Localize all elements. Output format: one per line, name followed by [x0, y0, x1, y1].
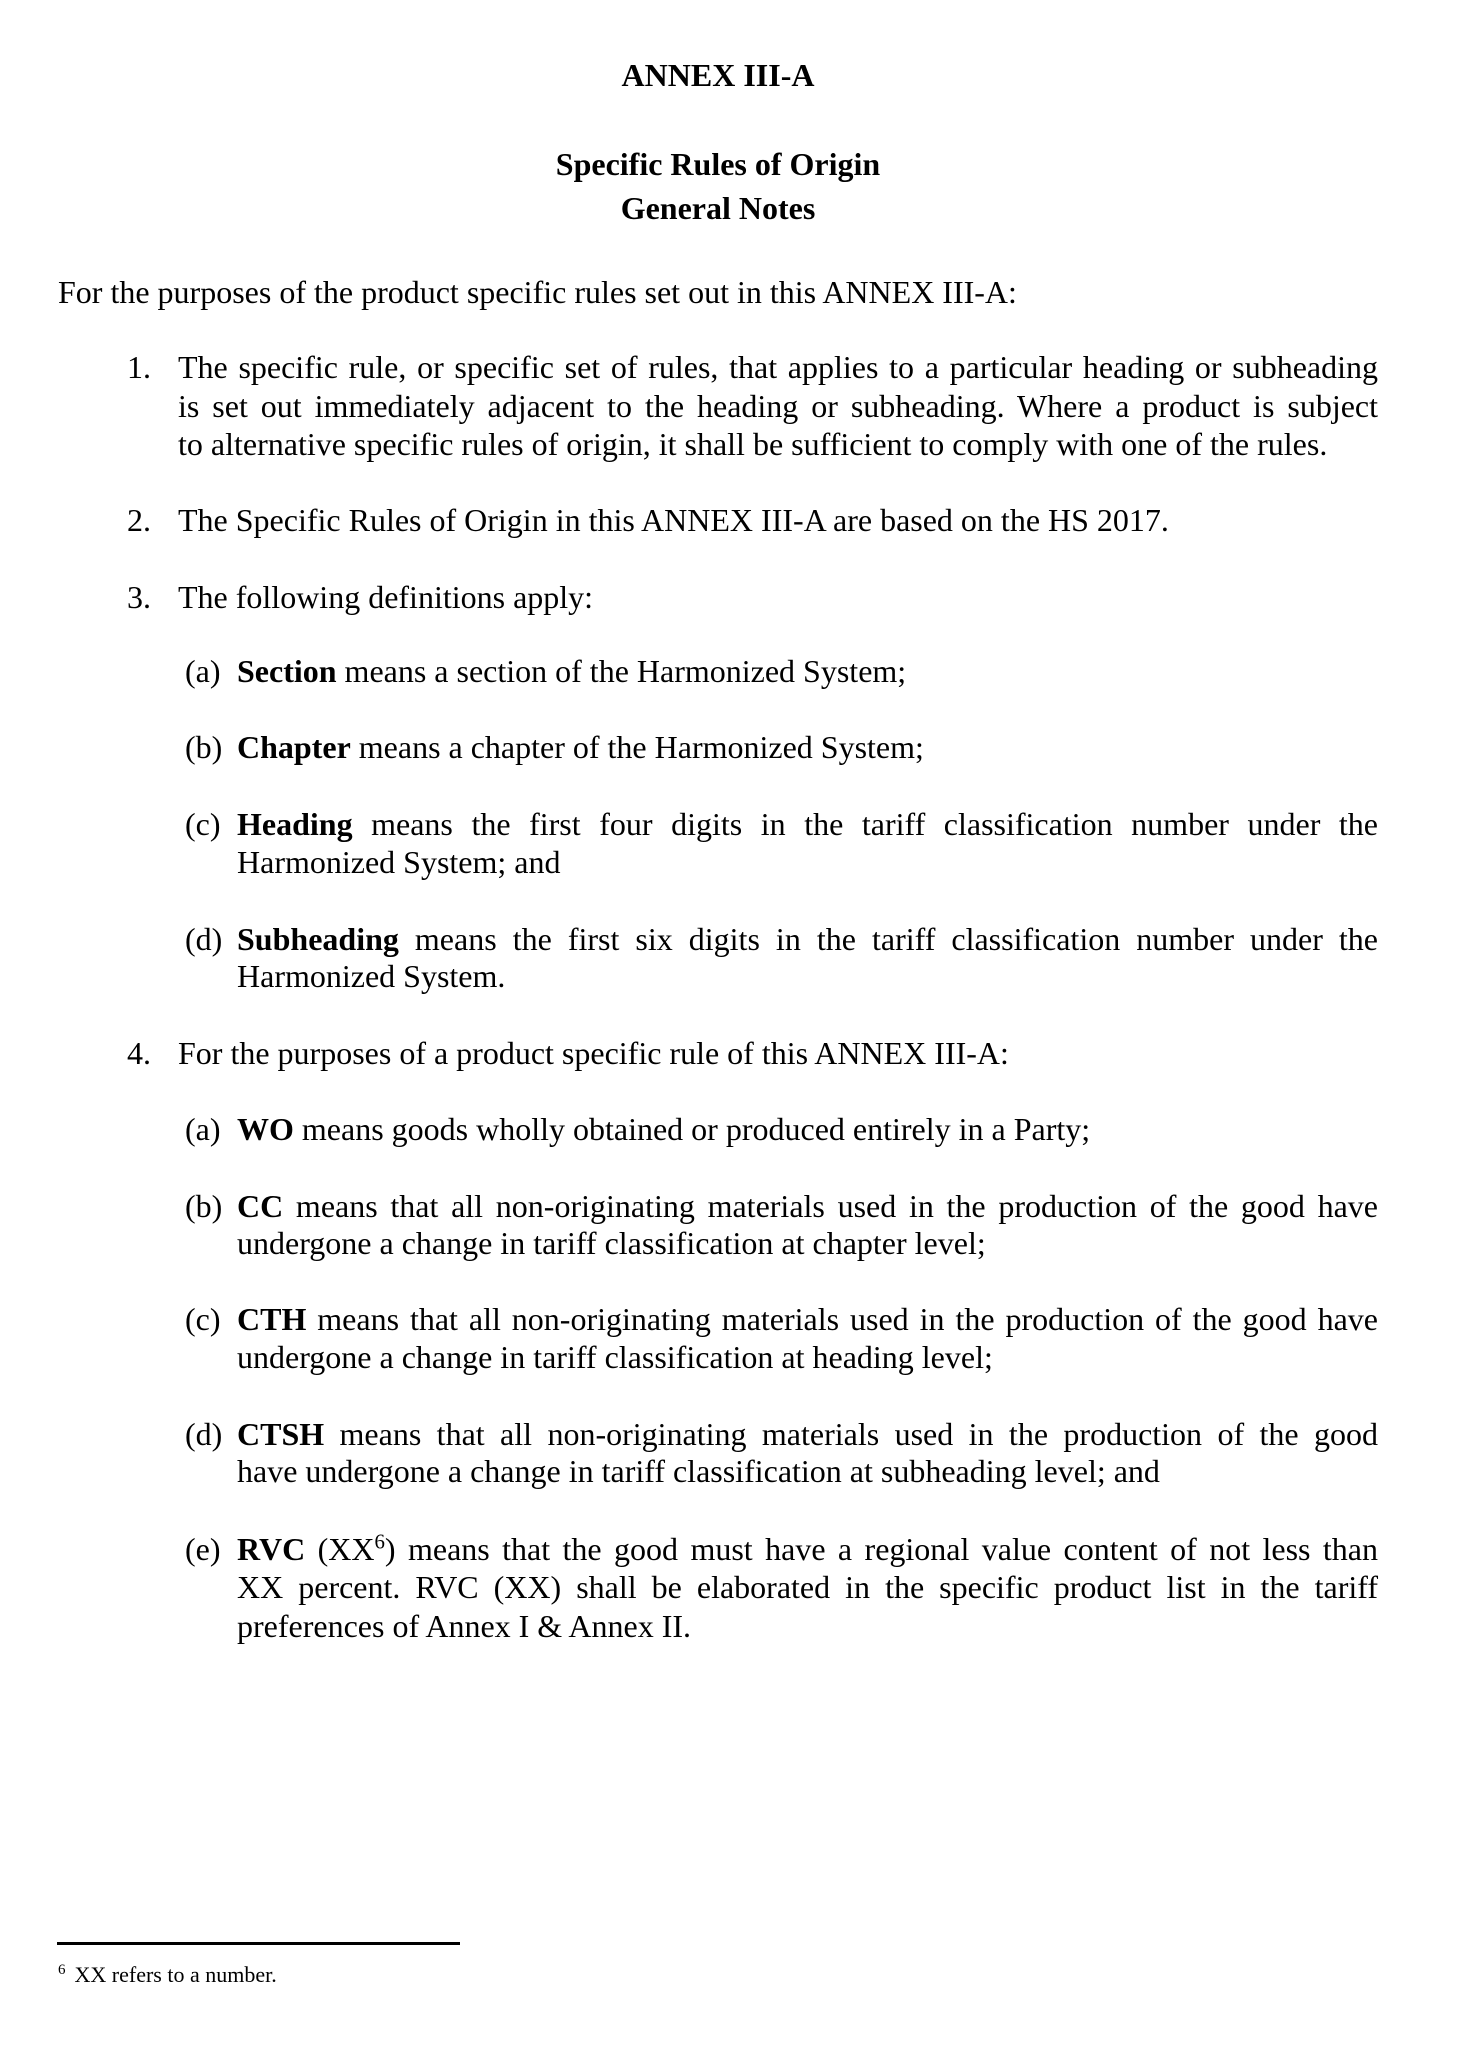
subitem-text-line: undergone a change in tariff classification at chapter level;: [237, 1225, 986, 1261]
item-number: 2.: [127, 502, 151, 538]
item-text-line: is set out immediately adjacent to the heading or subheading. Where a product is subject: [178, 388, 1378, 424]
definition-text: means that all non-originating materials used in the production of the good have: [306, 1301, 1378, 1337]
definition-text: means that all non-originating materials used in the production of the good: [324, 1416, 1378, 1452]
subitem-text-line: [237, 805, 1378, 844]
subitem-label: (e): [185, 1531, 221, 1567]
subitem-text-line: [237, 1187, 1378, 1226]
subitem-label: (d): [185, 921, 223, 957]
item-text-line: to alternative specific rules of origin, it shall be sufficient to comply with one of the rules.: [178, 426, 1328, 462]
subitem-text-line: Harmonized System.: [237, 958, 506, 994]
item-text-line: The specific rule, or specific set of rules, that applies to a particular heading or subheading: [178, 349, 1378, 385]
footnote-text: XX refers to a number.: [74, 1962, 277, 1987]
defined-term: Subheading: [237, 921, 399, 957]
subitem-label: (a): [185, 1111, 221, 1147]
subitem-text-line: [237, 1530, 1378, 1569]
defined-term: CTSH: [237, 1416, 325, 1452]
definition-text: means that all non-originating materials used in the production of the good have: [283, 1188, 1378, 1224]
subitem-label: (a): [185, 653, 221, 689]
subitem-label: (b): [185, 729, 223, 765]
definition-text: means a chapter of the Harmonized System;: [350, 729, 924, 765]
defined-term: RVC: [237, 1531, 306, 1567]
subitem-label: (c): [185, 806, 221, 842]
subitem-label: (d): [185, 1416, 223, 1452]
item-text-line: For the purposes of a product specific rule of this ANNEX III-A:: [178, 1035, 1009, 1071]
definition-text: means the first four digits in the tariff classification number under the: [352, 806, 1378, 842]
document-title: Specific Rules of Origin: [555, 146, 881, 182]
definition-text: means the first six digits in the tariff classification number under the: [398, 921, 1378, 957]
subitem-text-line: [237, 728, 1378, 767]
subitem-text-line: preferences of Annex I & Annex II.: [237, 1608, 692, 1644]
definition-text: (XX: [305, 1531, 375, 1567]
subitem-label: (b): [185, 1188, 223, 1224]
defined-term: CC: [237, 1188, 284, 1224]
footnote: [58, 1962, 277, 1988]
subitem-text-line: [237, 1300, 1378, 1339]
item-number: 3.: [127, 579, 151, 615]
footnote-marker: 6: [58, 1962, 66, 1978]
definition-text: means goods wholly obtained or produced entirely in a Party;: [293, 1111, 1091, 1147]
subitem-label: (c): [185, 1301, 221, 1337]
subitem-text-line: [237, 920, 1378, 959]
document-subtitle: General Notes: [620, 190, 816, 226]
defined-term: Section: [237, 653, 337, 689]
intro-paragraph: For the purposes of the product specific rules set out in this ANNEX III-A:: [58, 274, 1017, 310]
subitem-text-line: have undergone a change in tariff classification at subheading level; and: [237, 1453, 1160, 1489]
subitem-text-line: undergone a change in tariff classification at heading level;: [237, 1339, 993, 1375]
defined-term: WO: [237, 1111, 294, 1147]
subitem-text-line: [237, 1415, 1378, 1454]
footnote-reference[interactable]: 6: [374, 1530, 385, 1554]
subitem-text-line: [237, 652, 1378, 691]
item-text-line: The following definitions apply:: [178, 579, 594, 615]
definition-text: means a section of the Harmonized System;: [336, 653, 907, 689]
definition-text: ) means that the good must have a regional value content of not less than: [384, 1531, 1379, 1567]
item-number: 4.: [127, 1035, 151, 1071]
subitem-text-line: XX percent. RVC (XX) shall be elaborated in the specific product list in the tariff: [237, 1569, 1378, 1605]
defined-term: Heading: [237, 806, 353, 842]
item-number: 1.: [127, 349, 151, 385]
subitem-text-line: Harmonized System; and: [237, 844, 561, 880]
annex-heading: ANNEX III-A: [621, 57, 815, 93]
item-text-line: The Specific Rules of Origin in this ANNEX III-A are based on the HS 2017.: [178, 502, 1169, 538]
subitem-text-line: [237, 1110, 1378, 1149]
defined-term: Chapter: [237, 729, 351, 765]
footnote-separator: [57, 1942, 460, 1945]
defined-term: CTH: [237, 1301, 307, 1337]
